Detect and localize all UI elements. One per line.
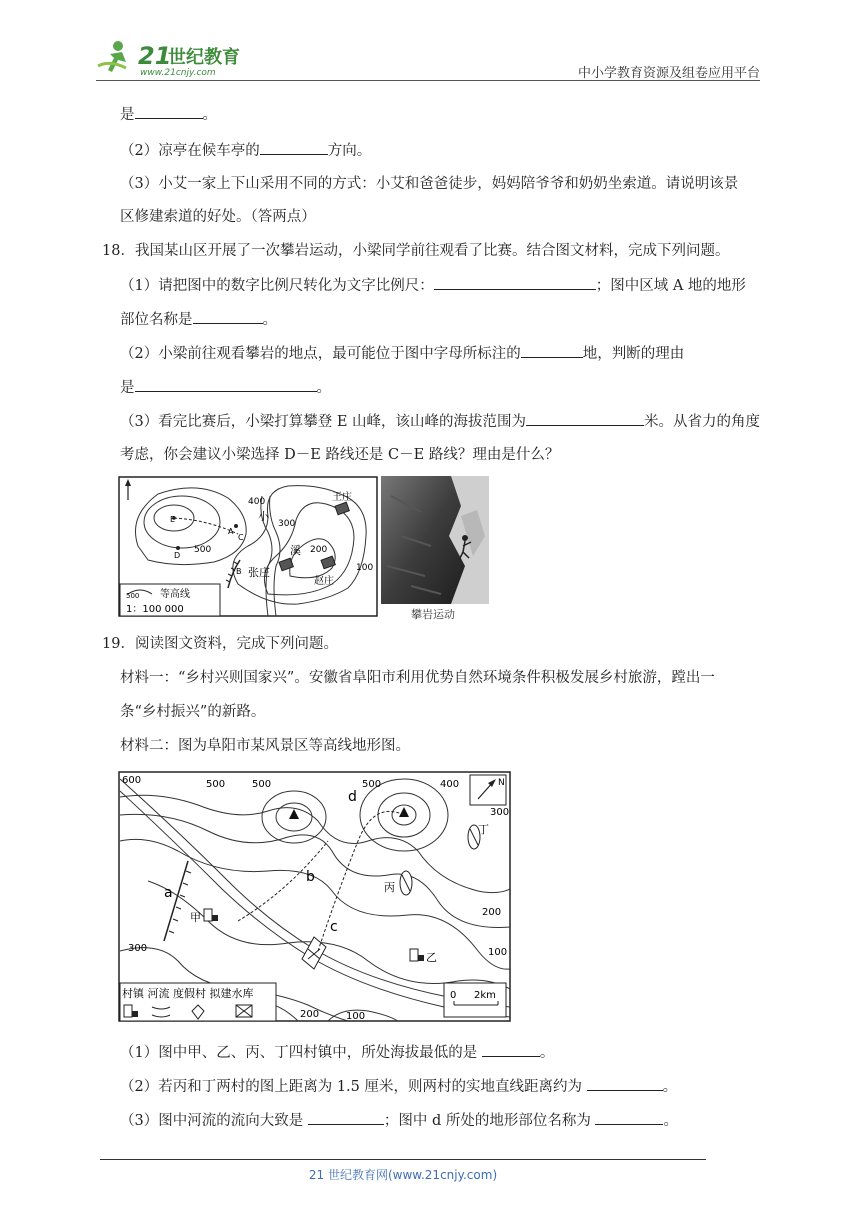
q19-letter-a: a: [164, 885, 173, 901]
q19-contour-300-left: 300: [128, 943, 148, 954]
q19-part3-text-b: ；图中 d 所处的地形部位名称为: [383, 1113, 596, 1129]
footer-link[interactable]: 21 世纪教育网(www.21cnjy.com): [308, 1168, 498, 1182]
q19-contour-map: [118, 771, 512, 1027]
q18-part3-line2: 考虑，你会建议小梁选择 D－E 路线还是 C－E 路线？理由是什么？: [120, 447, 560, 463]
logo-graphic: [96, 38, 256, 78]
q18-map-point-b: B: [236, 567, 242, 576]
climber-icon: [462, 535, 468, 541]
q18-map-point-a: A: [228, 527, 234, 536]
q19-contour-500-c: 500: [362, 779, 382, 790]
logo-number: 21: [138, 42, 172, 70]
q17-part2-suffix: 方向。: [327, 143, 372, 159]
site-logo[interactable]: [96, 38, 256, 78]
q18-map-point-e: E: [170, 515, 176, 524]
q19-answer-blank-distance[interactable]: [587, 1076, 663, 1091]
q18-photo-caption: 攀岩运动: [411, 608, 455, 621]
q18-map-label-500: 500: [194, 545, 212, 555]
q17-part2-prefix: （2）凉亭在候车亭的: [120, 143, 260, 159]
q18-map-scale: 1：100 000: [126, 604, 184, 615]
q17-line0: [120, 104, 217, 125]
q19-scale-zero: 0: [450, 990, 457, 1001]
q19-part2-text-a: （2）若丙和丁两村的图上距离为 1.5 厘米，则两村的实地直线距离约为: [120, 1079, 587, 1095]
q18-part1-line2: [120, 309, 277, 330]
q19-contour-400: 400: [440, 779, 460, 790]
q19-part2: [120, 1076, 677, 1097]
q19-part1-text-b: 。: [539, 1045, 555, 1061]
q18-map-label-200: 200: [310, 545, 328, 555]
header-divider: [96, 80, 760, 81]
q18-map-label-wangzhuang: 王庄: [332, 492, 352, 503]
q18-part2-text-c: 是: [120, 380, 135, 396]
q18-contour-map: [118, 476, 380, 622]
q19-north-label: N: [498, 778, 505, 788]
q18-map-label-stream1: 小: [258, 510, 269, 523]
q19-village-jia: 甲: [190, 911, 201, 924]
q19-contour-300-right: 300: [490, 807, 510, 818]
q18-answer-blank-reason[interactable]: [135, 377, 317, 392]
q19-village-ding: 丁: [478, 823, 489, 836]
q18-answer-blank-location[interactable]: [521, 343, 583, 358]
q17-part2: [120, 140, 371, 161]
q18-answer-blank-scale[interactable]: [434, 275, 596, 290]
q18-part3: [120, 411, 760, 432]
q18-map-label-stream2: 溪: [290, 544, 301, 557]
q18-answer-blank-altitude[interactable]: [526, 411, 644, 426]
q17-answer-blank-0[interactable]: [135, 104, 203, 119]
footer-divider: [100, 1159, 706, 1160]
q18-map-label-400: 400: [248, 497, 266, 507]
q17-line0-prefix: 是: [120, 107, 135, 123]
q19-material2: 材料二：图为阜阳市某风景区等高线地形图。: [120, 738, 410, 754]
q19-contour-500-a: 500: [206, 779, 226, 790]
q19-letter-c: c: [330, 919, 338, 935]
q18-part2: [120, 343, 684, 364]
q18-legend-contour-label: 等高线: [160, 589, 190, 600]
q18-map-label-100: 100: [356, 563, 374, 573]
q19-part3-text-a: （3）图中河流的流向大致是: [120, 1113, 308, 1129]
q18-legend-sample: 500: [126, 592, 140, 600]
q19-scale-2km: 2km: [474, 990, 496, 1001]
q18-map-label-300: 300: [278, 519, 296, 529]
header-platform-text: 中小学教育资源及组卷应用平台: [577, 66, 760, 81]
q19-part1-text-a: （1）图中甲、乙、丙、丁四村镇中，所处海拔最低的是: [120, 1045, 482, 1061]
q18-part2-line2: [120, 377, 331, 398]
q18-part1-text-b: ；图中区域 A 地的地形: [595, 278, 746, 294]
q18-part1-text-c: 部位名称是: [120, 312, 193, 328]
q18-climbing-photo: [381, 476, 489, 626]
q19-answer-blank-lowest[interactable]: [482, 1042, 540, 1057]
q18-part3-text-a: （3）看完比赛后，小梁打算攀登 E 山峰，该山峰的海拔范围为: [120, 414, 527, 430]
q19-village-bing: 丙: [384, 881, 395, 894]
logo-url: www.21cnjy.com: [140, 68, 216, 78]
q18-part1-text-d: 。: [262, 312, 277, 328]
q19-part2-text-b: 。: [662, 1079, 678, 1095]
q19-village-yi: 乙: [426, 951, 437, 964]
q17-part3-line2: 区修建索道的好处。（答两点）: [120, 209, 316, 225]
q18-answer-blank-landform[interactable]: [193, 309, 263, 324]
q19-answer-blank-landform[interactable]: [595, 1110, 663, 1125]
legend-village-icon: [124, 1005, 132, 1017]
q18-map-label-zhaozhuang: 赵庄: [314, 576, 334, 587]
q18-part2-text-b: 地，判断的理由: [582, 346, 685, 362]
q19-part1: [120, 1042, 554, 1063]
q17-answer-blank-2[interactable]: [260, 140, 328, 155]
q19-answer-blank-flow[interactable]: [308, 1110, 384, 1125]
q19-part3: [120, 1110, 678, 1131]
logo-text: 世纪教育: [168, 47, 240, 68]
q19-letter-d: d: [348, 789, 357, 805]
q19-contour-100: 100: [488, 947, 508, 958]
q18-part3-text-b: 米。从省力的角度: [644, 414, 761, 430]
q19-contour-200: 200: [482, 907, 502, 918]
q18-part1-text-a: （1）请把图中的数字比例尺转化为文字比例尺：: [120, 278, 434, 294]
q17-line0-suffix: 。: [202, 107, 217, 123]
q19-material1-line2: 条“乡村振兴”的新路。: [120, 704, 266, 720]
q19-letter-b: b: [306, 869, 315, 885]
q19-contour-600: 600: [122, 775, 142, 786]
q18-map-point-d: D: [174, 551, 181, 560]
q19-contour-100-bottom: 100: [346, 1011, 366, 1022]
q19-contour-500-b: 500: [252, 779, 272, 790]
q19-part3-text-c: 。: [663, 1113, 678, 1129]
q18-map-point-c: C: [238, 533, 244, 542]
q19-title: 19．阅读图文资料，完成下列问题。: [102, 636, 338, 652]
q18-part1: [120, 275, 746, 296]
q18-part2-text-d: 。: [316, 380, 331, 396]
q18-map-label-zhangzhuang: 张庄: [248, 566, 270, 579]
q19-contour-200-bottom: 200: [300, 1009, 320, 1020]
q19-legend-text: 村镇 河流 度假村 拟建水库: [122, 987, 254, 1000]
q18-title: 18．我国某山区开展了一次攀岩运动，小梁同学前往观看了比赛。结合图文材料，完成下列问题。: [102, 243, 730, 259]
q17-part3-line1: （3）小艾一家上下山采用不同的方式：小艾和爸爸徒步，妈妈陪爷爷和奶奶坐索道。请说明该景: [120, 176, 739, 192]
q18-part2-text-a: （2）小梁前往观看攀岩的地点，最可能位于图中字母所标注的: [120, 346, 521, 362]
q19-material1-line1: 材料一：“乡村兴则国家兴”。安徽省阜阳市利用优势自然环境条件积极发展乡村旅游，蹚出一: [120, 670, 715, 686]
